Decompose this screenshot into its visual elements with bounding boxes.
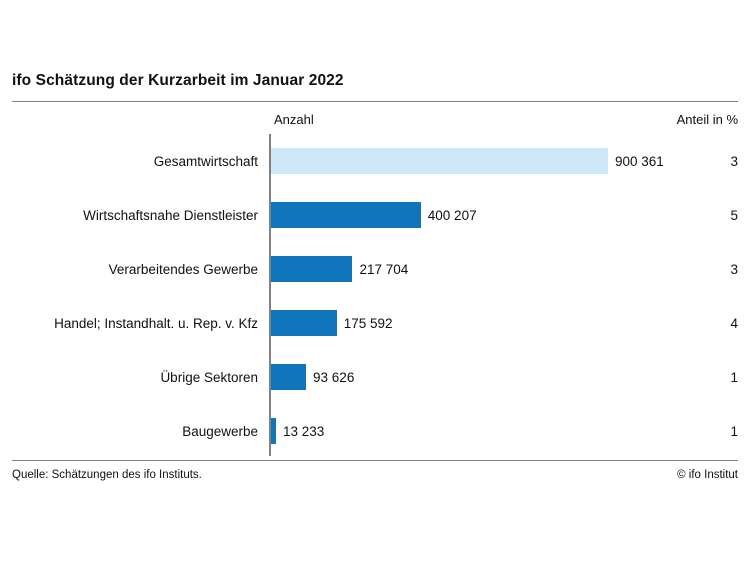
bar-value-label: 13 233 bbox=[282, 423, 325, 439]
table-row bbox=[0, 404, 750, 458]
page-title: ifo Schätzung der Kurzarbeit im Januar 2022 bbox=[12, 72, 344, 89]
column-header-anzahl: Anzahl bbox=[274, 112, 314, 127]
credit-note: © ifo Institut bbox=[677, 469, 738, 481]
share-value: 3 bbox=[730, 261, 738, 277]
bar-container bbox=[271, 242, 408, 296]
footer-divider bbox=[12, 460, 738, 461]
bar bbox=[271, 418, 276, 444]
table-row bbox=[0, 296, 750, 350]
category-label: Handel; Instandhalt. u. Rep. v. Kfz bbox=[54, 315, 258, 331]
category-label: Baugewerbe bbox=[182, 423, 258, 439]
table-row bbox=[0, 188, 750, 242]
bar bbox=[271, 310, 337, 336]
bar-container bbox=[271, 350, 354, 404]
category-label: Übrige Sektoren bbox=[160, 369, 258, 385]
bar bbox=[271, 256, 352, 282]
share-value: 4 bbox=[730, 315, 738, 331]
table-row bbox=[0, 242, 750, 296]
bar-value-label: 400 207 bbox=[427, 207, 477, 223]
title-divider bbox=[12, 101, 738, 102]
bar-container bbox=[271, 296, 393, 350]
bar-container bbox=[271, 188, 477, 242]
share-value: 1 bbox=[730, 423, 738, 439]
source-note: Quelle: Schätzungen des ifo Instituts. bbox=[12, 469, 202, 481]
bar bbox=[271, 202, 421, 228]
column-header-anteil: Anteil in % bbox=[676, 112, 738, 127]
bar bbox=[271, 148, 608, 174]
bar-value-label: 93 626 bbox=[313, 369, 355, 385]
plot-area bbox=[0, 134, 750, 459]
category-label: Gesamtwirtschaft bbox=[153, 153, 258, 169]
category-label: Verarbeitendes Gewerbe bbox=[108, 261, 258, 277]
share-value: 3 bbox=[730, 153, 738, 169]
share-value: 5 bbox=[730, 207, 738, 223]
bar-container bbox=[271, 134, 664, 188]
bar-container bbox=[271, 404, 324, 458]
bar-value-label: 217 704 bbox=[359, 261, 409, 277]
bar-value-label: 175 592 bbox=[343, 315, 393, 331]
category-label: Wirtschaftsnahe Dienstleister bbox=[83, 207, 258, 223]
table-row bbox=[0, 350, 750, 404]
share-value: 1 bbox=[730, 369, 738, 385]
table-row bbox=[0, 134, 750, 188]
bar bbox=[271, 364, 306, 390]
bar-value-label: 900 361 bbox=[615, 153, 664, 169]
